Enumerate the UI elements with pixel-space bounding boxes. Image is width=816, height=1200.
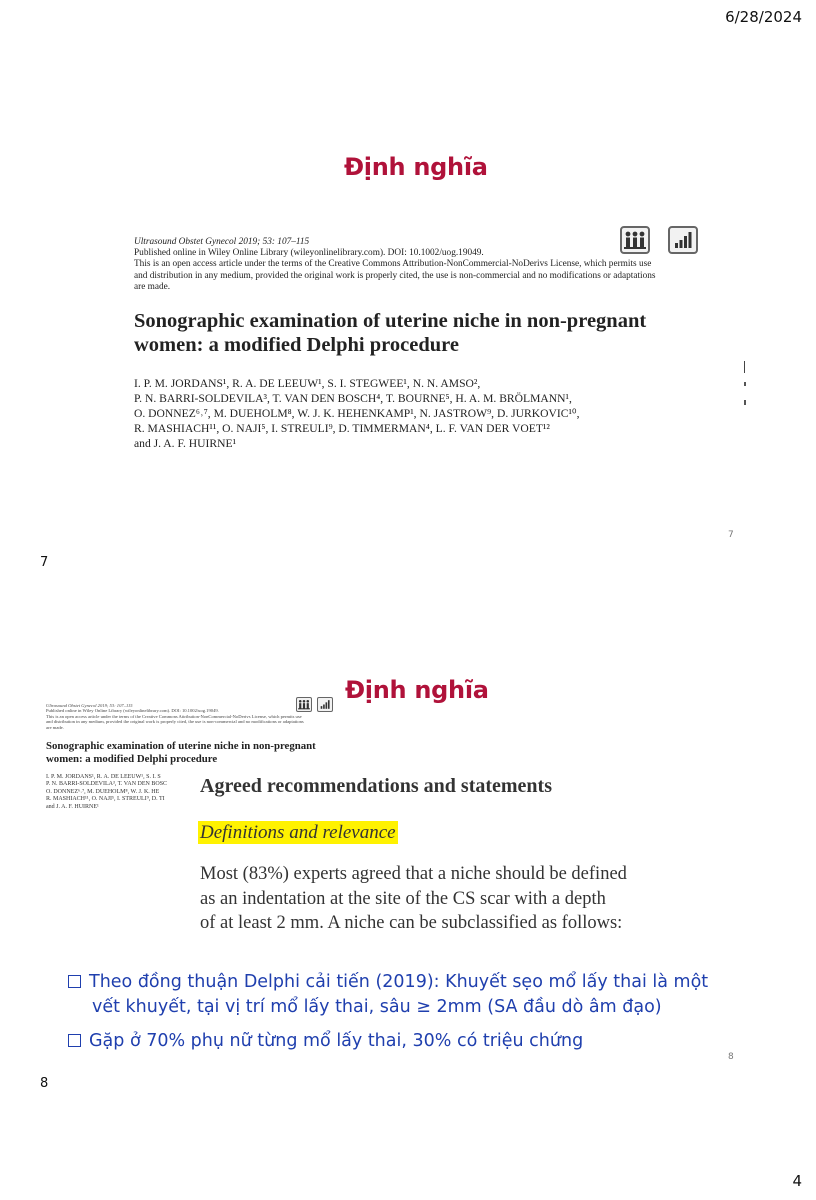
bullet-delphi-definition: [68, 970, 788, 1020]
slide2-title: Định nghĩa: [345, 676, 489, 704]
mini-title-line: Sonographic examination of uterine niche in non-pregnant: [46, 740, 316, 752]
slide1-title: Định nghĩa: [344, 153, 488, 181]
mini-journal-line: Published online in Wiley Online Library (wileyonlinelibrary.com). DOI: 10.1002/uog.19049.: [46, 708, 219, 714]
checkbox-bullet-icon: [68, 1034, 81, 1047]
bullet-text: Gặp ở 70% phụ nữ từng mổ lấy thai, 30% có triệu chứng: [89, 1031, 584, 1051]
slide1-number: 7: [40, 555, 49, 570]
mini-journal-line: and distribution in any medium, provided the original work is properly cited, the use is non-commercial and no modifications or adaptations: [46, 719, 304, 725]
journal-line: and distribution in any medium, provided the original work is properly cited, the use is non-commercial and no modifications or adaptations: [134, 270, 656, 281]
checkbox-bullet-icon: [68, 975, 81, 988]
page-number: 4: [792, 1172, 802, 1190]
mini-paper-title: [46, 740, 346, 765]
journal-line: are made.: [134, 281, 171, 292]
author-line: O. DONNEZ⁶˒⁷, M. DUEHOLM⁸, W. J. K. HEHENKAMP¹, N. JASTROW⁹, D. JURKOVIC¹⁰,: [134, 407, 580, 420]
mini-author-list: [46, 774, 186, 811]
mini-title-line: women: a modified Delphi procedure: [46, 752, 218, 765]
mini-author-line: O. DONNEZ⁶˒⁷, M. DUEHOLM⁸, W. J. K. HE: [46, 788, 160, 795]
paper-title-line: Sonographic examination of uterine niche in non-pregnant: [134, 310, 647, 332]
author-line: I. P. M. JORDANS¹, R. A. DE LEEUW¹, S. I. STEGWEE¹, N. N. AMSO²,: [134, 377, 481, 390]
slide1-inner-number: 7: [728, 530, 734, 540]
mini-journal-line: are made.: [46, 724, 64, 730]
journal-line: Published online in Wiley Online Library (wileyonlinelibrary.com). DOI: 10.1002/uog.19049.: [134, 248, 484, 259]
body-line: of at least 2 mm. A niche can be subclassified as follows:: [200, 913, 623, 933]
print-date: 6/28/2024: [725, 8, 802, 26]
mini-author-line: I. P. M. JORDANS¹, R. A. DE LEEUW¹, S. I. S: [46, 774, 161, 780]
recommendation-text: [200, 862, 700, 936]
people-icon: [296, 697, 312, 712]
slide2-inner-number: 8: [728, 1052, 734, 1062]
mini-journal-citation: [46, 703, 336, 730]
people-icon: [620, 226, 650, 254]
author-line: R. MASHIACH¹¹, O. NAJI⁵, I. STREULI⁹, D. TIMMERMAN⁴, L. F. VAN DER VOET¹²: [134, 422, 550, 435]
definitions-heading: Definitions and relevance: [200, 822, 396, 843]
mini-author-line: and J. A. F. HUIRNE¹: [46, 803, 99, 810]
mini-author-line: R. MASHIACH¹¹, O. NAJI⁵, I. STREULI⁹, D. TI: [46, 796, 165, 803]
body-line: as an indentation at the site of the CS scar with a depth: [200, 888, 606, 909]
definitions-heading-wrap: [198, 822, 398, 844]
bullet-text: vết khuyết, tại vị trí mổ lấy thai, sâu ≥ 2mm (SA đầu dò âm đạo): [92, 997, 662, 1017]
paper-title: [134, 309, 714, 357]
crop-edge-mark: [744, 382, 746, 386]
slide2-number: 8: [40, 1076, 49, 1091]
recommendations-heading: Agreed recommendations and statements: [200, 775, 553, 797]
crop-edge-mark: [744, 361, 745, 373]
mini-journal-line: Ultrasound Obstet Gynecol 2019; 53: 107–115: [46, 703, 133, 708]
mini-author-line: P. N. BARRI-SOLDEVILA³, T. VAN DEN BOSC: [46, 781, 168, 788]
body-line: Most (83%) experts agreed that a niche should be defined: [200, 864, 627, 884]
journal-line: This is an open access article under the terms of the Creative Commons Attribution-NonCommercial-NoDerivs License, which permits use: [134, 259, 652, 270]
journal-line: Ultrasound Obstet Gynecol 2019; 53: 107–115: [134, 237, 310, 247]
author-line: and J. A. F. HUIRNE¹: [134, 437, 237, 450]
bar-chart-icon: [668, 226, 698, 254]
author-line: P. N. BARRI-SOLDEVILA³, T. VAN DEN BOSCH⁴, T. BOURNE⁵, H. A. M. BRÖLMANN¹,: [134, 392, 572, 405]
paper-title-line: women: a modified Delphi procedure: [134, 334, 459, 356]
crop-edge-mark: [744, 400, 746, 405]
bullet-prevalence: [68, 1029, 788, 1054]
author-list: [134, 376, 724, 451]
bullet-text: Theo đồng thuận Delphi cải tiến (2019): Khuyết sẹo mổ lấy thai là một: [89, 972, 709, 992]
bar-chart-icon: [317, 697, 333, 712]
mini-journal-line: This is an open access article under the terms of the Creative Commons Attribution-NonCommercial-NoDerivs License, which permits use: [46, 713, 302, 719]
